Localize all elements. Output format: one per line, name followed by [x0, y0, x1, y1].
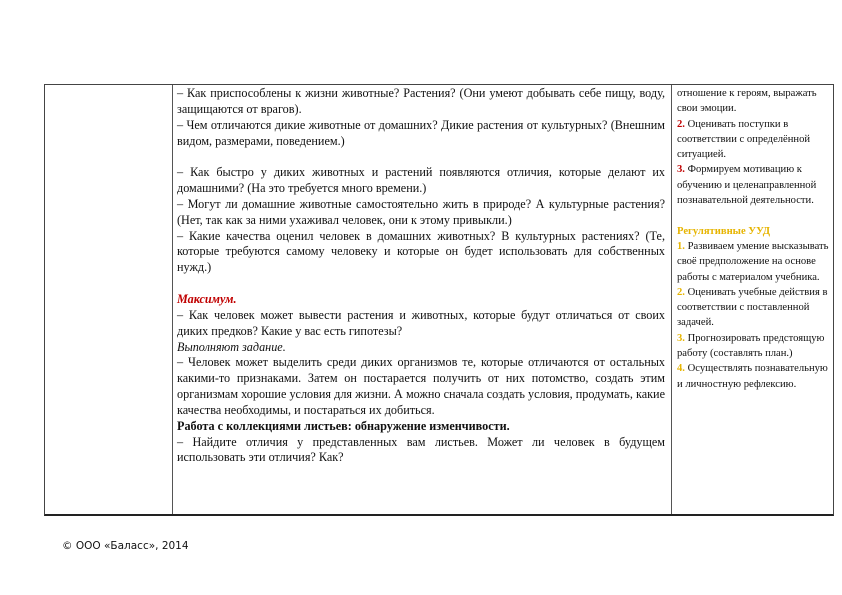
question-qualities: – Какие качества оценил человек в домашних животных? В культурных растениях? (Те, которые требуются самому человеку и которые он будет использовать для собственных нужд.)	[177, 228, 665, 275]
question-wild-vs-domestic: – Чем отличаются дикие животные от домашних? Дикие растения от культурных? (Внешним видом, размерами, поведением.)	[177, 117, 665, 148]
regulatory-item-3	[677, 331, 830, 362]
item-text: Формируем мотивацию к обучению и целенаправленной познавательной деятельности.	[677, 164, 817, 207]
uud-item-emotions: отношение к героям, выражать свои эмоции.	[677, 88, 817, 115]
item-text: Осуществлять познавательную и личностную рефлексию.	[677, 363, 828, 390]
item-number: 1.	[677, 240, 685, 252]
question-hypotheses: – Как человек может вывести растения и животных, которые будут отличаться от своих диких предков? Какие у вас есть гипотезы?	[177, 307, 665, 338]
item-number: 2.	[677, 118, 685, 130]
regulatory-item-4	[677, 361, 830, 392]
item-number: 2.	[677, 286, 685, 298]
question-how-fast: – Как быстро у диких животных и растений появляются отличия, которые делают их домашними? (На это требуется много времени.)	[177, 165, 665, 196]
question-adaptation: – Как приспособлены к жизни животные? Растения? (Они умеют добывать себе пищу, воду, защищаются от врагов).	[177, 86, 665, 116]
teacher-activity-text	[177, 86, 665, 466]
uud-item-2	[677, 117, 830, 163]
uud-column	[672, 85, 833, 514]
teacher-activity-column	[172, 85, 672, 514]
item-text: Оценивать поступки в соответствии с определённой ситуацией.	[677, 118, 811, 161]
paragraph-gap	[677, 208, 830, 223]
item-text: Оценивать учебные действия в соответствии с поставленной задачей.	[677, 286, 828, 329]
maximum-label: Максимум.	[177, 291, 237, 306]
question-live-in-nature: – Могут ли домашние животные самостоятельно жить в природе? А культурные растения? (Нет, так как за ними ухаживал человек, они к этому привыкли.)	[177, 196, 665, 227]
item-text: Развиваем умение высказывать своё предположение на основе работы с материалом учебника.	[677, 240, 829, 283]
copyright-footer: © ООО «Баласс», 2014	[62, 540, 189, 552]
task-label: Выполняют задание.	[177, 339, 286, 354]
item-number: 3.	[677, 332, 685, 344]
regulatory-item-2	[677, 285, 830, 331]
collection-heading: Работа с коллекциями листьев: обнаружение изменчивости.	[177, 418, 510, 433]
uud-item-3	[677, 162, 830, 208]
item-text: Прогнозировать предстоящую работу (составлять план.)	[677, 332, 825, 360]
regulatory-item-1	[677, 239, 830, 285]
question-leaves: – Найдите отличия у представленных вам листьев. Может ли человек в будущем использовать эти отличия? Как?	[177, 434, 665, 465]
paragraph-gap	[177, 149, 665, 165]
regulatory-uud-heading: Регулятивные УУД	[677, 225, 771, 237]
item-number: 4.	[677, 363, 685, 375]
stage-column	[45, 85, 173, 514]
item-number: 3.	[677, 164, 685, 176]
answer-selection: – Человек может выделить среди диких организмов те, которые отличаются от остальных какими-то признаками. Затем он постарается получить от них потомство, создать этим организмам хорошие условия для жизни. А можно сначала создать условия, продумать, какие качества необходимы, и постараться их добиться.	[177, 355, 665, 417]
lesson-table	[44, 84, 834, 516]
uud-text	[677, 86, 830, 392]
paragraph-gap	[177, 276, 665, 292]
